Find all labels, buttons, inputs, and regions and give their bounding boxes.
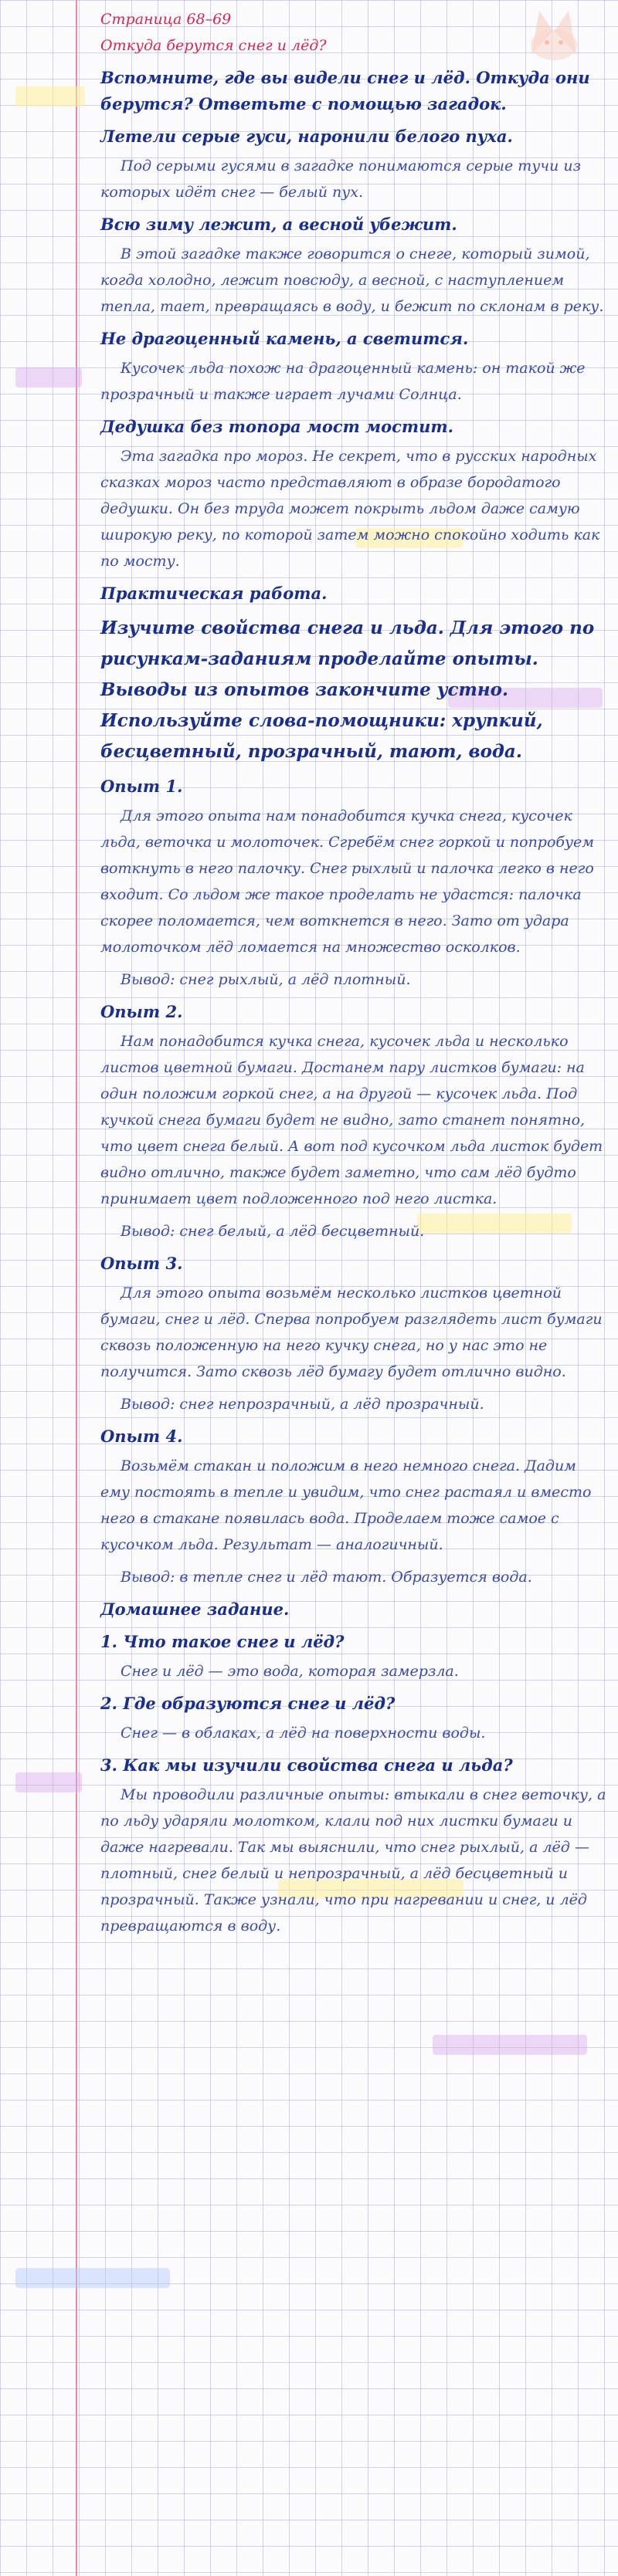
experiment-3-title: Опыт 3. xyxy=(100,1254,183,1273)
highlight-mark xyxy=(15,86,85,107)
homework-question-3: 3. Как мы изучили свойства снега и льда? xyxy=(100,1755,513,1775)
highlight-mark xyxy=(433,2035,587,2055)
experiment-4-title: Опыт 4. xyxy=(100,1427,183,1446)
practical-task: Изучите свойства снега и льда. Для этого по рисункам-заданиям проделайте опыты. Выводы из опытов закончите устно. Используйте слова-помощники: хрупкий, бесцветный, прозрачный, тают, вода. xyxy=(100,618,595,762)
riddle-3-answer: Кусочек льда похож на драгоценный камень: он такой же прозрачный и также играет лучами Солнца. xyxy=(100,360,586,403)
experiment-2-title: Опыт 2. xyxy=(100,1002,183,1021)
homework-answer-1: Снег и лёд — это вода, которая замерзла. xyxy=(121,1663,459,1680)
highlight-mark xyxy=(15,367,82,388)
riddle-1-answer: Под серыми гусями в загадке понимаются серые тучи из которых идёт снег — белый пух. xyxy=(100,157,581,201)
riddle-2-answer: В этой загадке также говорится о снеге, который зимой, когда холодно, лежит повсюду, а весной, с наступлением тепла, тает, превращаясь в воду, и бежит по склонам в реку. xyxy=(100,245,604,315)
riddle-2: Всю зиму лежит, а весной убежит. xyxy=(100,215,457,234)
experiment-1-conclusion: Вывод: снег рыхлый, а лёд плотный. xyxy=(121,971,411,988)
experiment-2-text: Нам понадобится кучка снега, кусочек льда и несколько листов цветной бумаги. Достанем пару листков бумаги: на один положим горкой снег, а на другой — кусочек льда. Под кучкой снега бумаги будет не видно, зато станет понятно, что цвет снега белый. А вот под кусочком льда листок будет видно отлично, также будет заметно, что сам лёд будто принимает цвет подложенного под него листка. xyxy=(100,1033,603,1207)
practical-title: Практическая работа. xyxy=(100,584,328,603)
experiment-1-text: Для этого опыта нам понадобится кучка снега, кусочек льда, веточка и молоточек. Сгребём снег горкой и попробуем воткнуть в него палочку. Снег рыхлый и палочка легко в него входит. Со льдом же такое проделать не удастся: палочка скорее поломается, чем воткнется в него. Зато от удара молоточком лёд ломается на множество осколков. xyxy=(100,807,595,956)
highlight-mark xyxy=(15,2268,170,2288)
experiment-4-conclusion: Вывод: в тепле снег и лёд тают. Образуется вода. xyxy=(121,1569,532,1586)
homework-question-1: 1. Что такое снег и лёд? xyxy=(100,1632,345,1651)
experiment-3-conclusion: Вывод: снег непрозрачный, а лёд прозрачный. xyxy=(121,1396,484,1413)
riddle-4: Дедушка без топора мост мостит. xyxy=(100,417,453,436)
riddle-1: Летели серые гуси, наронили белого пуха. xyxy=(100,127,513,146)
riddle-4-answer: Эта загадка про мороз. Не секрет, что в русских народных сказках мороз часто представляют в образе бородатого дедушки. Он без труда может покрыть льдом даже самую широкую реку, по которой затем можно спокойно ходить как по мосту. xyxy=(100,448,600,570)
intro-task: Вспомните, где вы видели снег и лёд. Откуда они берутся? Ответьте с помощью загадок. xyxy=(100,68,590,113)
highlight-mark xyxy=(15,1772,82,1792)
document-body xyxy=(83,6,607,1945)
homework-answer-2: Снег — в облаках, а лёд на поверхности воды. xyxy=(121,1725,486,1742)
experiment-2-conclusion: Вывод: снег белый, а лёд бесцветный. xyxy=(121,1223,425,1240)
experiment-1-title: Опыт 1. xyxy=(100,777,183,796)
homework-answer-3: Мы проводили различные опыты: втыкали в снег веточку, а по льду ударяли молотком, клали под них листки бумаги и даже нагревали. Так мы выяснили, что снег рыхлый, а лёд — плотный, снег белый и непрозрачный, а лёд бесцветный и прозрачный. Также узнали, что при нагревании и снег, и лёд превращаются в воду. xyxy=(100,1786,606,1935)
homework-title: Домашнее задание. xyxy=(100,1599,290,1619)
page-number-heading: Страница 68–69 xyxy=(100,11,232,28)
homework-question-2: 2. Где образуются снег и лёд? xyxy=(100,1694,396,1713)
topic-heading: Откуда берутся снег и лёд? xyxy=(100,37,327,54)
riddle-3: Не драгоценный камень, а светится. xyxy=(100,329,469,348)
experiment-4-text: Возьмём стакан и положим в него немного снега. Дадим ему постоять в тепле и увидим, что снег растаял и вместо него в стакане появилась вода. Проделаем тоже самое с кусочком льда. Результат — аналогичный. xyxy=(100,1457,592,1553)
experiment-3-text: Для этого опыта возьмём несколько листков цветной бумаги, снег и лёд. Сперва попробуем разглядеть лист бумаги сквозь положенную на него кучку снега, но у нас это не получится. Зато сквозь лёд бумагу будет отлично видно. xyxy=(100,1285,603,1380)
